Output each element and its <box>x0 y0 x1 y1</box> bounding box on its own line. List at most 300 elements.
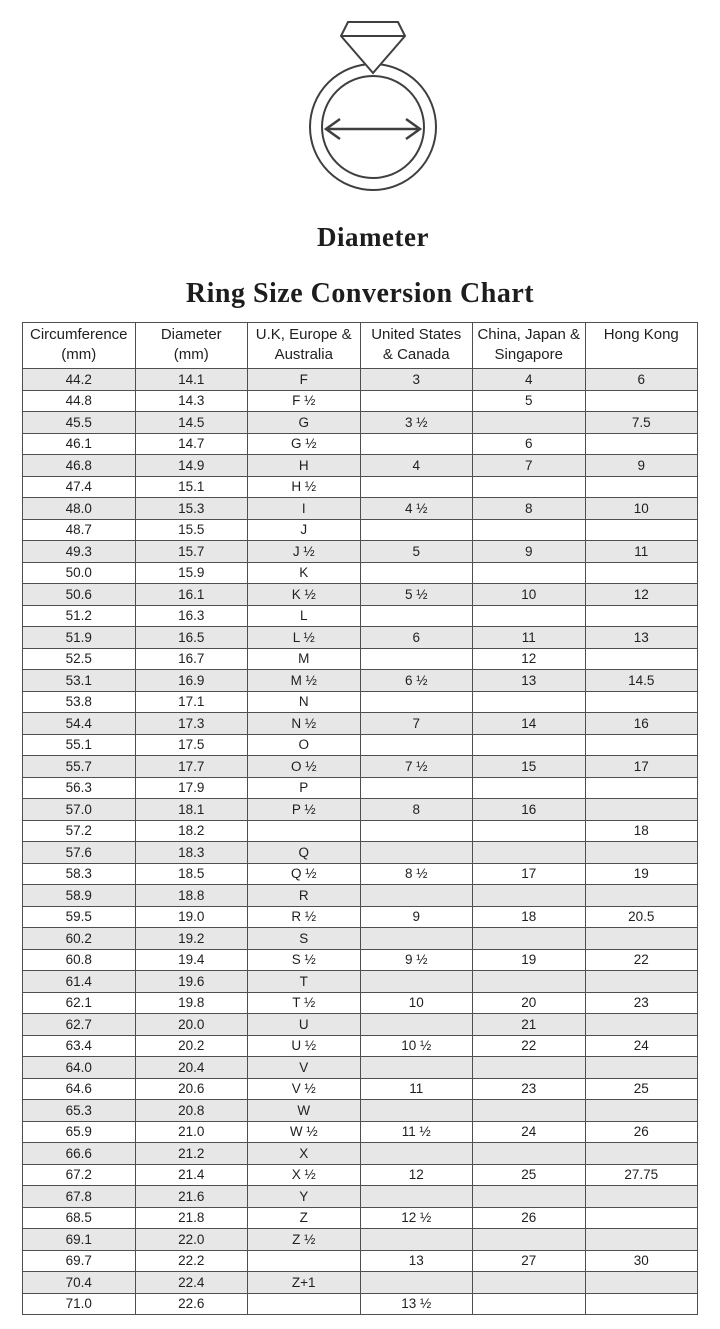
table-cell: H ½ <box>248 476 361 498</box>
table-cell: 51.9 <box>23 627 136 649</box>
table-cell: Z+1 <box>248 1272 361 1294</box>
table-cell: 12 <box>473 648 586 670</box>
table-cell: T ½ <box>248 992 361 1014</box>
table-cell: 20.8 <box>135 1100 248 1122</box>
table-cell: 50.6 <box>23 584 136 606</box>
table-cell: T <box>248 971 361 993</box>
table-cell: 3 ½ <box>360 412 473 434</box>
table-cell <box>585 1057 698 1079</box>
ring-diagram <box>0 0 720 196</box>
table-cell: 64.0 <box>23 1057 136 1079</box>
table-cell: 7 <box>473 455 586 477</box>
table-row <box>23 756 698 778</box>
table-cell: 15 <box>473 756 586 778</box>
table-cell: 22 <box>585 949 698 971</box>
table-cell: 22.0 <box>135 1229 248 1251</box>
table-cell <box>585 433 698 455</box>
table-row <box>23 369 698 391</box>
table-cell: 16.1 <box>135 584 248 606</box>
table-cell: 14.1 <box>135 369 248 391</box>
table-cell: 22.6 <box>135 1293 248 1315</box>
table-row <box>23 734 698 756</box>
table-cell: 20.2 <box>135 1035 248 1057</box>
table-cell: 17.5 <box>135 734 248 756</box>
table-cell: 56.3 <box>23 777 136 799</box>
table-cell <box>585 799 698 821</box>
table-cell: 22.2 <box>135 1250 248 1272</box>
table-cell: 55.1 <box>23 734 136 756</box>
table-cell: 48.0 <box>23 498 136 520</box>
table-cell: 21.0 <box>135 1121 248 1143</box>
table-cell: 22 <box>473 1035 586 1057</box>
table-cell <box>360 928 473 950</box>
table-cell: 18.1 <box>135 799 248 821</box>
table-cell <box>360 777 473 799</box>
table-cell <box>585 691 698 713</box>
table-cell <box>585 1143 698 1165</box>
column-header: Hong Kong <box>585 323 698 369</box>
table-cell <box>360 691 473 713</box>
table-cell: 9 <box>360 906 473 928</box>
table-cell: 13 ½ <box>360 1293 473 1315</box>
table-cell: L <box>248 605 361 627</box>
table-cell <box>473 820 586 842</box>
table-cell: 17 <box>473 863 586 885</box>
table-row <box>23 519 698 541</box>
table-row <box>23 777 698 799</box>
table-row <box>23 648 698 670</box>
page-title: Ring Size Conversion Chart <box>185 278 535 309</box>
table-cell: 57.0 <box>23 799 136 821</box>
table-cell <box>360 562 473 584</box>
table-row <box>23 1186 698 1208</box>
table-cell: 58.9 <box>23 885 136 907</box>
table-cell: 11 <box>473 627 586 649</box>
table-cell: 21.8 <box>135 1207 248 1229</box>
table-cell: I <box>248 498 361 520</box>
table-cell <box>473 605 586 627</box>
table-cell: F ½ <box>248 390 361 412</box>
table-cell: 9 <box>585 455 698 477</box>
table-cell: 54.4 <box>23 713 136 735</box>
table-cell: 46.1 <box>23 433 136 455</box>
table-cell: 18.8 <box>135 885 248 907</box>
table-cell: 7 ½ <box>360 756 473 778</box>
table-row <box>23 713 698 735</box>
table-cell: 65.3 <box>23 1100 136 1122</box>
table-row <box>23 433 698 455</box>
table-cell: 52.5 <box>23 648 136 670</box>
table-cell: 17.9 <box>135 777 248 799</box>
table-cell: 20.0 <box>135 1014 248 1036</box>
table-row <box>23 562 698 584</box>
table-cell: 5 <box>360 541 473 563</box>
table-row <box>23 390 698 412</box>
table-row <box>23 1272 698 1294</box>
diamond-icon <box>341 22 405 73</box>
table-cell: 18.5 <box>135 863 248 885</box>
table-cell: W ½ <box>248 1121 361 1143</box>
table-cell <box>473 476 586 498</box>
table-row <box>23 1250 698 1272</box>
table-cell: 14.5 <box>135 412 248 434</box>
table-cell: 7 <box>360 713 473 735</box>
table-cell: 53.8 <box>23 691 136 713</box>
table-cell: 8 <box>473 498 586 520</box>
table-row <box>23 863 698 885</box>
table-cell: 10 <box>360 992 473 1014</box>
table-cell: 57.2 <box>23 820 136 842</box>
table-cell <box>360 433 473 455</box>
table-cell: 57.6 <box>23 842 136 864</box>
table-row <box>23 691 698 713</box>
table-cell: 60.2 <box>23 928 136 950</box>
table-cell: 69.7 <box>23 1250 136 1272</box>
table-row <box>23 885 698 907</box>
column-header: Circumference (mm) <box>23 323 136 369</box>
table-cell: 18.2 <box>135 820 248 842</box>
table-cell: F <box>248 369 361 391</box>
table-cell: 5 ½ <box>360 584 473 606</box>
table-cell <box>585 842 698 864</box>
table-cell: 13 <box>360 1250 473 1272</box>
table-cell: 55.7 <box>23 756 136 778</box>
table-row <box>23 605 698 627</box>
table-row <box>23 1207 698 1229</box>
table-cell: 12 <box>360 1164 473 1186</box>
diameter-label: Diameter <box>317 222 429 252</box>
table-cell: S <box>248 928 361 950</box>
table-cell: 10 <box>585 498 698 520</box>
table-cell: Z ½ <box>248 1229 361 1251</box>
table-cell: 47.4 <box>23 476 136 498</box>
table-cell: 17.7 <box>135 756 248 778</box>
table-cell <box>360 1100 473 1122</box>
table-cell <box>360 1229 473 1251</box>
table-cell: 14.3 <box>135 390 248 412</box>
table-cell: 15.3 <box>135 498 248 520</box>
table-cell: 45.5 <box>23 412 136 434</box>
ring-diameter-icon <box>292 18 454 196</box>
table-cell: 16 <box>473 799 586 821</box>
table-cell: 14 <box>473 713 586 735</box>
table-cell: Q ½ <box>248 863 361 885</box>
table-cell <box>360 605 473 627</box>
table-cell <box>360 390 473 412</box>
table-row <box>23 1293 698 1315</box>
table-cell: 51.2 <box>23 605 136 627</box>
conversion-table-body <box>23 369 698 1315</box>
table-cell: 11 ½ <box>360 1121 473 1143</box>
table-cell: 4 <box>473 369 586 391</box>
table-cell: 27.75 <box>585 1164 698 1186</box>
table-cell: 44.8 <box>23 390 136 412</box>
table-cell: 16.7 <box>135 648 248 670</box>
table-cell <box>360 1014 473 1036</box>
table-cell <box>585 390 698 412</box>
table-cell: 14.9 <box>135 455 248 477</box>
table-cell <box>585 562 698 584</box>
table-cell: 19 <box>585 863 698 885</box>
table-cell <box>473 562 586 584</box>
table-cell <box>360 1272 473 1294</box>
table-cell: 16 <box>585 713 698 735</box>
table-cell: 7.5 <box>585 412 698 434</box>
table-cell: 6 <box>585 369 698 391</box>
table-cell: 6 ½ <box>360 670 473 692</box>
table-row <box>23 1229 698 1251</box>
table-cell <box>585 1229 698 1251</box>
table-cell: P ½ <box>248 799 361 821</box>
table-cell <box>360 519 473 541</box>
table-cell: 15.9 <box>135 562 248 584</box>
column-header: China, Japan & Singapore <box>473 323 586 369</box>
table-cell: 9 <box>473 541 586 563</box>
table-row <box>23 412 698 434</box>
table-header <box>23 323 698 369</box>
table-row <box>23 1014 698 1036</box>
table-cell: 71.0 <box>23 1293 136 1315</box>
table-cell: 58.3 <box>23 863 136 885</box>
table-cell <box>473 1057 586 1079</box>
table-row <box>23 476 698 498</box>
table-row <box>23 1035 698 1057</box>
table-cell <box>585 777 698 799</box>
table-cell <box>585 928 698 950</box>
table-cell <box>473 885 586 907</box>
table-cell: O <box>248 734 361 756</box>
table-cell: V <box>248 1057 361 1079</box>
table-cell: 61.4 <box>23 971 136 993</box>
table-cell: 63.4 <box>23 1035 136 1057</box>
table-row <box>23 842 698 864</box>
table-cell <box>473 1229 586 1251</box>
table-cell: 60.8 <box>23 949 136 971</box>
table-cell: P <box>248 777 361 799</box>
table-cell <box>360 1057 473 1079</box>
table-cell: 22.4 <box>135 1272 248 1294</box>
table-cell: 18 <box>473 906 586 928</box>
table-cell: 16.5 <box>135 627 248 649</box>
table-cell <box>360 1143 473 1165</box>
table-cell: 19 <box>473 949 586 971</box>
table-cell <box>473 1143 586 1165</box>
table-cell <box>360 734 473 756</box>
table-row <box>23 906 698 928</box>
table-cell: 20.4 <box>135 1057 248 1079</box>
table-cell: 14.5 <box>585 670 698 692</box>
table-row <box>23 1143 698 1165</box>
table-cell: 17.1 <box>135 691 248 713</box>
table-cell: M ½ <box>248 670 361 692</box>
table-cell: 30 <box>585 1250 698 1272</box>
table-cell: Z <box>248 1207 361 1229</box>
table-cell: 10 ½ <box>360 1035 473 1057</box>
table-cell: 9 ½ <box>360 949 473 971</box>
table-cell: 15.1 <box>135 476 248 498</box>
table-cell: H <box>248 455 361 477</box>
table-cell: 17 <box>585 756 698 778</box>
table-cell <box>585 476 698 498</box>
table-cell: S ½ <box>248 949 361 971</box>
table-cell: 16.9 <box>135 670 248 692</box>
table-cell: 21.2 <box>135 1143 248 1165</box>
table-cell <box>360 971 473 993</box>
table-cell: 68.5 <box>23 1207 136 1229</box>
table-cell <box>248 820 361 842</box>
column-header: Diameter (mm) <box>135 323 248 369</box>
table-cell: X <box>248 1143 361 1165</box>
table-cell: 62.1 <box>23 992 136 1014</box>
table-row <box>23 584 698 606</box>
table-cell: 12 <box>585 584 698 606</box>
table-cell: 15.7 <box>135 541 248 563</box>
table-cell <box>473 691 586 713</box>
table-cell <box>473 412 586 434</box>
table-cell <box>585 734 698 756</box>
table-cell: 24 <box>473 1121 586 1143</box>
table-cell: 14.7 <box>135 433 248 455</box>
table-cell: 15.5 <box>135 519 248 541</box>
table-cell <box>473 1293 586 1315</box>
table-cell: 25 <box>585 1078 698 1100</box>
table-row <box>23 949 698 971</box>
table-cell: 20.6 <box>135 1078 248 1100</box>
table-cell: 10 <box>473 584 586 606</box>
table-cell: 25 <box>473 1164 586 1186</box>
table-cell: 19.6 <box>135 971 248 993</box>
table-cell: R ½ <box>248 906 361 928</box>
table-row <box>23 1078 698 1100</box>
table-cell: 13 <box>585 627 698 649</box>
table-cell: 23 <box>585 992 698 1014</box>
table-cell: 16.3 <box>135 605 248 627</box>
table-cell: 21.4 <box>135 1164 248 1186</box>
column-header: United States & Canada <box>360 323 473 369</box>
table-cell: 11 <box>585 541 698 563</box>
table-cell <box>585 885 698 907</box>
table-row <box>23 1057 698 1079</box>
table-cell: N <box>248 691 361 713</box>
table-cell: L ½ <box>248 627 361 649</box>
table-cell: U <box>248 1014 361 1036</box>
table-cell: K <box>248 562 361 584</box>
table-cell <box>473 1272 586 1294</box>
table-cell: 67.2 <box>23 1164 136 1186</box>
table-row <box>23 455 698 477</box>
ring-size-conversion-table <box>22 322 698 1315</box>
table-cell: 59.5 <box>23 906 136 928</box>
table-cell <box>585 1272 698 1294</box>
table-cell: 19.2 <box>135 928 248 950</box>
table-row <box>23 799 698 821</box>
table-cell: Q <box>248 842 361 864</box>
table-cell: X ½ <box>248 1164 361 1186</box>
table-cell <box>585 1293 698 1315</box>
table-cell: 8 <box>360 799 473 821</box>
table-cell <box>585 1186 698 1208</box>
table-cell: 48.7 <box>23 519 136 541</box>
table-row <box>23 1164 698 1186</box>
table-row <box>23 1100 698 1122</box>
table-cell: 67.8 <box>23 1186 136 1208</box>
table-cell: V ½ <box>248 1078 361 1100</box>
table-cell: 62.7 <box>23 1014 136 1036</box>
table-cell: 24 <box>585 1035 698 1057</box>
column-header: U.K, Europe & Australia <box>248 323 361 369</box>
table-cell <box>473 971 586 993</box>
table-cell: 64.6 <box>23 1078 136 1100</box>
table-cell <box>248 1250 361 1272</box>
table-cell: K ½ <box>248 584 361 606</box>
table-row <box>23 498 698 520</box>
table-cell <box>585 971 698 993</box>
table-cell: O ½ <box>248 756 361 778</box>
table-cell <box>360 648 473 670</box>
table-row <box>23 820 698 842</box>
table-row <box>23 971 698 993</box>
table-cell <box>585 1207 698 1229</box>
table-cell <box>473 1100 586 1122</box>
table-cell: 70.4 <box>23 1272 136 1294</box>
table-cell <box>360 476 473 498</box>
table-cell: G ½ <box>248 433 361 455</box>
table-cell: R <box>248 885 361 907</box>
table-cell <box>473 777 586 799</box>
table-cell <box>585 1014 698 1036</box>
table-cell: Y <box>248 1186 361 1208</box>
ring-inner-circle <box>322 76 424 178</box>
table-cell <box>360 820 473 842</box>
table-cell <box>585 648 698 670</box>
table-cell: 21 <box>473 1014 586 1036</box>
table-cell: W <box>248 1100 361 1122</box>
table-cell: 66.6 <box>23 1143 136 1165</box>
table-row <box>23 670 698 692</box>
table-cell: 17.3 <box>135 713 248 735</box>
table-cell <box>360 1186 473 1208</box>
table-cell: 5 <box>473 390 586 412</box>
table-cell <box>360 842 473 864</box>
table-cell: 11 <box>360 1078 473 1100</box>
table-cell: 49.3 <box>23 541 136 563</box>
table-cell: 4 ½ <box>360 498 473 520</box>
table-cell: 27 <box>473 1250 586 1272</box>
table-cell: 50.0 <box>23 562 136 584</box>
table-cell: 69.1 <box>23 1229 136 1251</box>
table-header-row <box>23 323 698 369</box>
table-cell: J <box>248 519 361 541</box>
table-cell: 8 ½ <box>360 863 473 885</box>
table-cell: 6 <box>473 433 586 455</box>
table-cell: 23 <box>473 1078 586 1100</box>
table-cell: 53.1 <box>23 670 136 692</box>
table-cell: 26 <box>473 1207 586 1229</box>
table-cell: J ½ <box>248 541 361 563</box>
table-cell: 13 <box>473 670 586 692</box>
table-cell: 12 ½ <box>360 1207 473 1229</box>
table-cell <box>360 885 473 907</box>
table-cell: 4 <box>360 455 473 477</box>
table-cell: 18.3 <box>135 842 248 864</box>
table-cell: N ½ <box>248 713 361 735</box>
table-row <box>23 541 698 563</box>
table-cell <box>473 519 586 541</box>
table-cell <box>585 605 698 627</box>
table-cell: 19.0 <box>135 906 248 928</box>
table-cell <box>473 842 586 864</box>
table-cell <box>248 1293 361 1315</box>
